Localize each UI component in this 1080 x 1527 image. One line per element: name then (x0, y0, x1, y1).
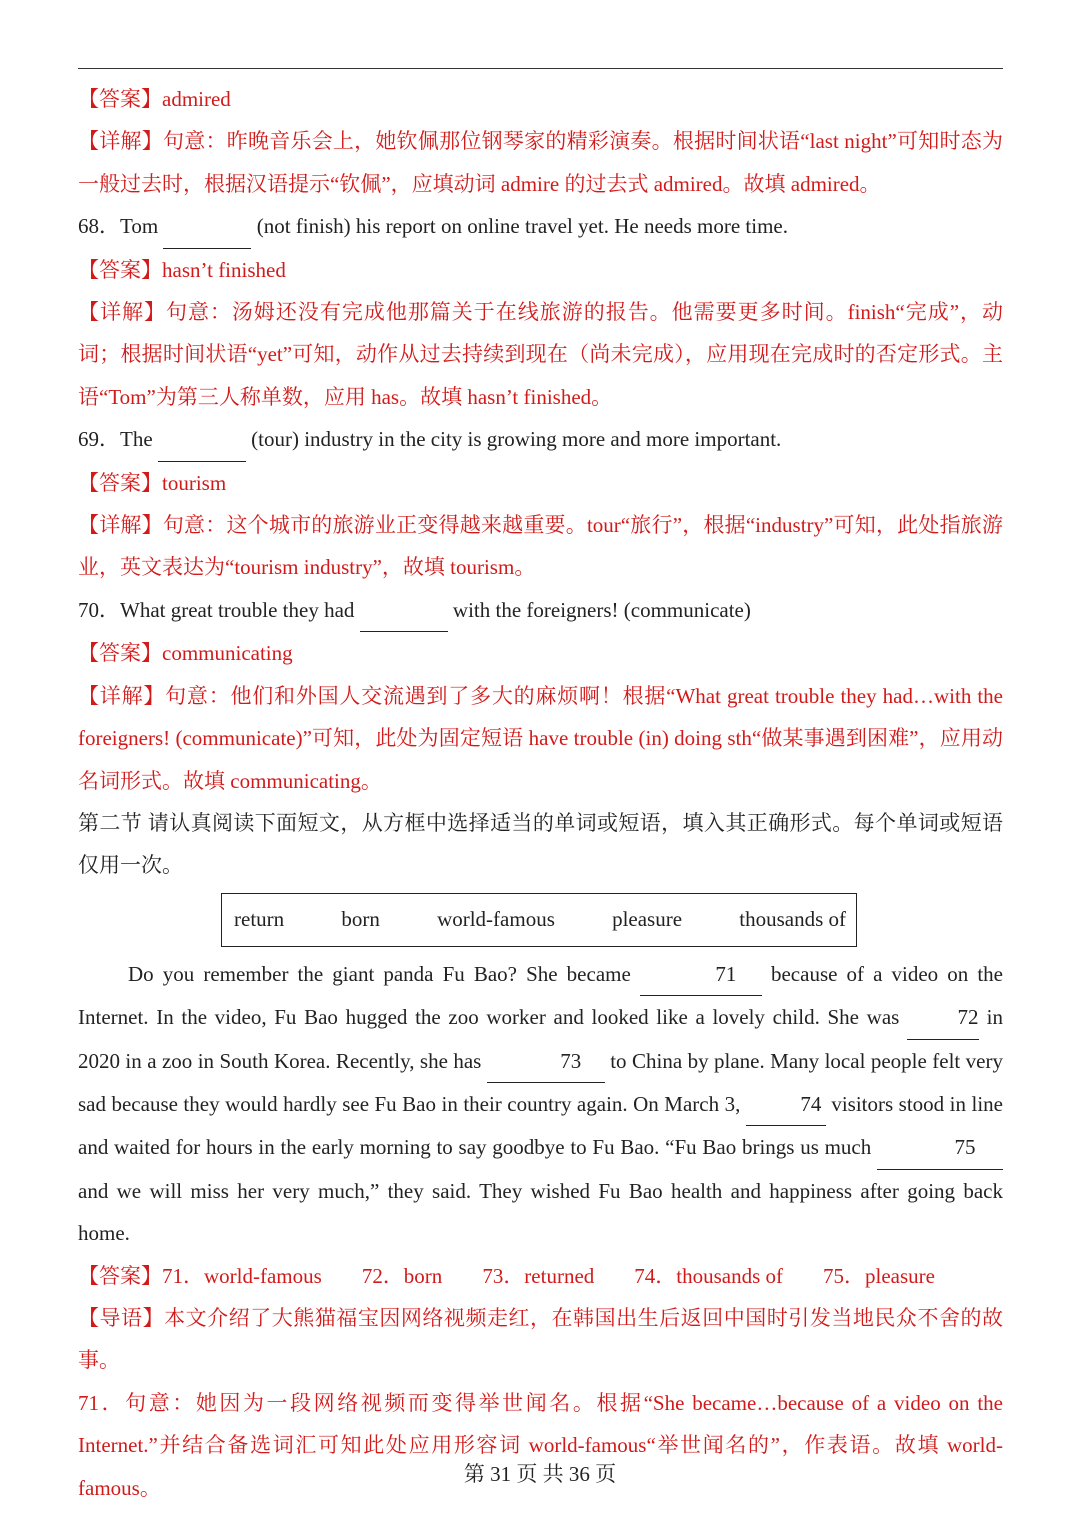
detail-text: 句意：昨晚音乐会上，她钦佩那位钢琴家的精彩演奏。根据时间状语“last night”可知时态为一般过去时，根据汉语提示“钦佩”，应填动词 admire 的过去式 admired。故填 admired。 (78, 129, 1003, 196)
passage-text: Do you remember the giant panda Fu Bao? She became (128, 961, 640, 986)
page-footer: 第 31 页 共 36 页 (463, 1462, 617, 1486)
q69-question (78, 418, 1003, 461)
page-content (78, 78, 1003, 1509)
word-bank-item: return (234, 907, 285, 932)
answer-tag: 【答案】 (78, 87, 162, 111)
answer-item: 75．pleasure (823, 1263, 935, 1288)
q70-question (78, 589, 1003, 632)
blank-75[interactable]: 75 (877, 1126, 1003, 1169)
detail-tag: 【详解】 (78, 513, 163, 538)
detail-text: 句意：他们和外国人交流遇到了多大的麻烦啊！根据“What great trouble they had…with the foreigners! (communicate)”可知，此处为固定短语 have trouble (in) doing sth“做某事遇到困难”，应用动名词形式。故填 communicating。 (78, 683, 1004, 793)
q67-detail (78, 120, 1003, 205)
answer-item: 73．returned (482, 1263, 595, 1288)
detail-text: 句意：这个城市的旅游业正变得越来越重要。tour“旅行”，根据“industry”可知，此处指旅游业，英文表达为“tourism industry”，故填 tourism。 (78, 513, 1003, 580)
header-rule (78, 68, 1003, 69)
question-text-after: (not finish) his report on online travel yet. He needs more time. (251, 214, 788, 239)
q68-answer (78, 249, 1003, 291)
question-text-before: Tom (120, 214, 164, 239)
answer-item: 71．world-famous (162, 1263, 322, 1288)
guide-text (78, 1297, 1003, 1382)
answer-text: admired (162, 87, 231, 111)
answer-blank[interactable] (163, 205, 251, 248)
detail-tag: 【详解】 (78, 683, 166, 708)
question-text-after: (tour) industry in the city is growing more and more important. (245, 427, 782, 452)
question-text-after: with the foreigners! (communicate) (447, 597, 751, 622)
question-text-before: The (120, 427, 158, 452)
question-number: 68． (78, 214, 120, 239)
answer-text: tourism (162, 470, 227, 495)
answer-text: communicating (162, 641, 293, 666)
question-text-before: What great trouble they had (120, 597, 360, 622)
word-bank-item: thousands of (739, 907, 846, 932)
passage-text: and we will miss her very much,” they said. They wished Fu Bao health and happiness after going back home. (78, 1178, 1003, 1246)
answer-blank[interactable] (158, 418, 246, 461)
word-bank-item: born (341, 907, 380, 932)
blank-72[interactable]: 72 (907, 996, 979, 1039)
passage-text: to China by plane. Many local people felt very sad because they would hardly see Fu Bao in their country again. On March 3, (78, 1048, 1003, 1116)
q68-question (78, 205, 1003, 248)
guide-tag: 【导语】 (78, 1305, 165, 1330)
answer-tag: 【答案】 (78, 257, 162, 282)
blank-74[interactable]: 74 (746, 1083, 826, 1126)
q67-answer (78, 78, 1003, 120)
word-bank-item: world-famous (437, 907, 555, 932)
passage-text: because of a video on the Internet. In the video, Fu Bao hugged the zoo worker and looked like a lovely child. She was (78, 961, 1003, 1030)
guide-body: 本文介绍了大熊猫福宝因网络视频走红，在韩国出生后返回中国时引发当地民众不舍的故事。 (78, 1305, 1004, 1373)
q71-detail: 71．句意：她因为一段网络视频而变得举世闻名。根据“She became…because of a video on the Internet.”并结合备选词汇可知此处应用形容词 world-famous“举世闻名的”，作表语。故填 world-famous。 (78, 1390, 1003, 1500)
q68-detail (78, 291, 1003, 418)
answer-text: hasn’t finished (162, 257, 286, 282)
q70-answer (78, 632, 1003, 674)
answer-tag: 【答案】 (78, 1263, 162, 1288)
answer-tag: 【答案】 (78, 641, 162, 666)
blank-71[interactable]: 71 (640, 953, 762, 996)
answer-blank[interactable] (360, 589, 448, 632)
question-number: 69． (78, 427, 120, 452)
q69-answer (78, 462, 1003, 504)
question-number: 70． (78, 597, 120, 622)
detail-text: 句意：汤姆还没有完成他那篇关于在线旅游的报告。他需要更多时间。finish“完成”，动词；根据时间状语“yet”可知，动作从过去持续到现在（尚未完成），应用现在完成时的否定形式。主语“Tom”为第三人称单数，应用 has。故填 hasn’t finished。 (78, 300, 1003, 409)
word-bank-box (221, 893, 857, 947)
q70-detail (78, 675, 1003, 802)
passage-text: visitors stood in line and waited for hours in the early morning to say goodbye to Fu Bao. “Fu Bao brings us much (78, 1091, 1003, 1160)
passage (78, 953, 1003, 1255)
passage-answers (78, 1255, 1003, 1297)
answer-item: 74．thousands of (634, 1263, 784, 1288)
detail-tag: 【详解】 (78, 300, 166, 325)
blank-73[interactable]: 73 (487, 1040, 605, 1083)
q69-detail (78, 504, 1003, 589)
passage-text: in 2020 in a zoo in South Korea. Recently, she has (78, 1005, 1003, 1073)
answer-item: 72．born (361, 1263, 443, 1288)
answer-tag: 【答案】 (78, 470, 162, 495)
detail-tag: 【详解】 (78, 129, 163, 154)
section2-instruction: 第二节 请认真阅读下面短文，从方框中选择适当的单词或短语，填入其正确形式。每个单词或短语仅用一次。 (78, 810, 1003, 878)
word-bank-item: pleasure (612, 907, 683, 932)
